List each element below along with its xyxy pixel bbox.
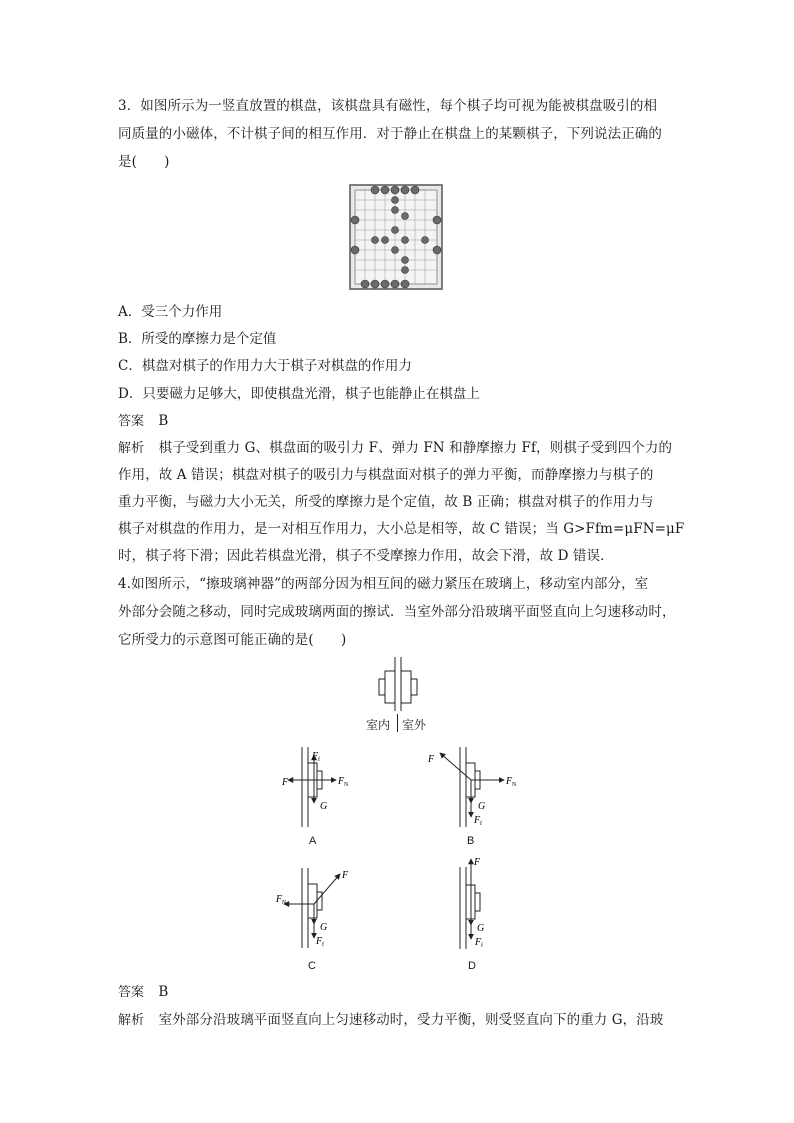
q3-analysis-label: 解析: [118, 441, 145, 456]
q4-stem-line-1: 4.如图所示，“擦玻璃神器”的两部分因为相互间的磁力紧压在玻璃上，移动室内部分，室: [118, 576, 649, 592]
choice-label-d: D: [468, 960, 476, 972]
q3-analysis-line-4: 棋子对棋盘的作用力，是一对相互作用力，大小总是相等，故 C 错误；当 G>Ffm=μFN=μF: [118, 521, 685, 537]
q3-answer-label: 答案: [118, 414, 145, 429]
glass-divider: [397, 714, 398, 732]
d-label-ff: F: [475, 937, 482, 948]
c-label-g: G: [320, 922, 328, 933]
d-label-f: F: [474, 857, 481, 868]
q3-answer: [118, 411, 168, 432]
q3-answer-value: B: [158, 413, 169, 429]
force-diagram-c: [272, 866, 362, 951]
choice-label-c: C: [308, 960, 316, 972]
q4-stem-line-3: 它所受力的示意图可能正确的是( ): [118, 632, 347, 648]
a-label-fn: F: [338, 776, 345, 787]
q4-stem-line-2: 外部分会随之移动，同时完成玻璃两面的擦试．当室外部分沿玻璃平面竖直向上匀速移动时，: [118, 604, 676, 620]
q3-stem-line-1: 3．如图所示为一竖直放置的棋盘，该棋盘具有磁性，每个棋子均可视为能被棋盘吸引的相: [118, 98, 658, 114]
q3-analysis-line-3: 重力平衡，与磁力大小无关，所受的摩擦力是个定值，故 B 正确；棋盘对棋子的作用力与: [118, 494, 654, 510]
b-label-ff: F: [474, 815, 481, 826]
c-label-ff-sub: f: [322, 942, 324, 948]
force-diagram-b: [424, 745, 524, 830]
q4-analysis-text: 室外部分沿玻璃平面竖直向上匀速移动时，受力平衡，则受竖直向下的重力 G，沿玻: [158, 1012, 664, 1028]
b-label-fn-sub: N: [512, 782, 517, 788]
q3-stem-line-2: 同质量的小磁体，不计棋子间的相互作用．对于静止在棋盘上的某颗棋子，下列说法正确的: [118, 126, 662, 142]
b-label-ff-sub: f: [480, 821, 482, 827]
force-diagram-d: [440, 853, 510, 951]
c-label-fn-sub: N: [282, 900, 287, 906]
q4-analysis-line-1: [118, 1010, 663, 1031]
a-label-ff: F: [312, 751, 319, 762]
b-label-fn: F: [506, 776, 513, 787]
q3-option-a: A．受三个力作用: [118, 304, 223, 320]
label-outdoor: 室外: [402, 718, 427, 732]
d-label-ff-sub: f: [481, 943, 483, 949]
force-diagram-a: [278, 745, 358, 830]
q3-option-c: C．棋盘对棋子的作用力大于棋子对棋盘的作用力: [118, 358, 412, 374]
a-label-fn-sub: N: [344, 782, 349, 788]
q3-analysis-line-2: 作用，故 A 错误；棋盘对棋子的吸引力与棋盘面对棋子的弹力平衡，而静摩擦力与棋子的: [118, 467, 654, 483]
q3-stem-line-3: 是( ): [118, 154, 170, 170]
magnetic-chessboard-figure: [349, 184, 443, 290]
q4-answer-value: B: [158, 984, 169, 1000]
choice-label-b: B: [467, 835, 475, 847]
a-label-ff-sub: f: [318, 757, 320, 763]
b-label-f: F: [428, 754, 435, 765]
a-label-g: G: [320, 801, 328, 812]
c-label-fn: F: [276, 894, 283, 905]
choice-label-a: A: [309, 835, 317, 847]
label-indoor: 室内: [366, 718, 391, 732]
q4-analysis-label: 解析: [118, 1013, 145, 1028]
q3-analysis-text-1: 棋子受到重力 G、棋盘面的吸引力 F、弹力 FN 和静摩擦力 Ff，则棋子受到四个力的: [158, 440, 673, 456]
b-label-g: G: [478, 801, 486, 812]
q3-analysis-line-5: 时，棋子将下滑；因此若棋盘光滑，棋子不受摩擦力作用，故会下滑，故 D 错误．: [118, 548, 614, 564]
q3-analysis-line-1: [118, 438, 672, 459]
q3-option-b: B．所受的摩擦力是个定值: [118, 331, 277, 347]
window-cleaner-figure: [368, 655, 428, 713]
c-label-ff: F: [316, 936, 323, 947]
a-label-f: F: [282, 777, 289, 788]
q4-answer-label: 答案: [118, 985, 145, 1000]
q3-option-d: D．只要磁力足够大，即使棋盘光滑，棋子也能静止在棋盘上: [118, 386, 480, 402]
q4-answer: [118, 982, 168, 1003]
d-label-g: G: [477, 923, 485, 934]
c-label-f: F: [342, 870, 349, 881]
